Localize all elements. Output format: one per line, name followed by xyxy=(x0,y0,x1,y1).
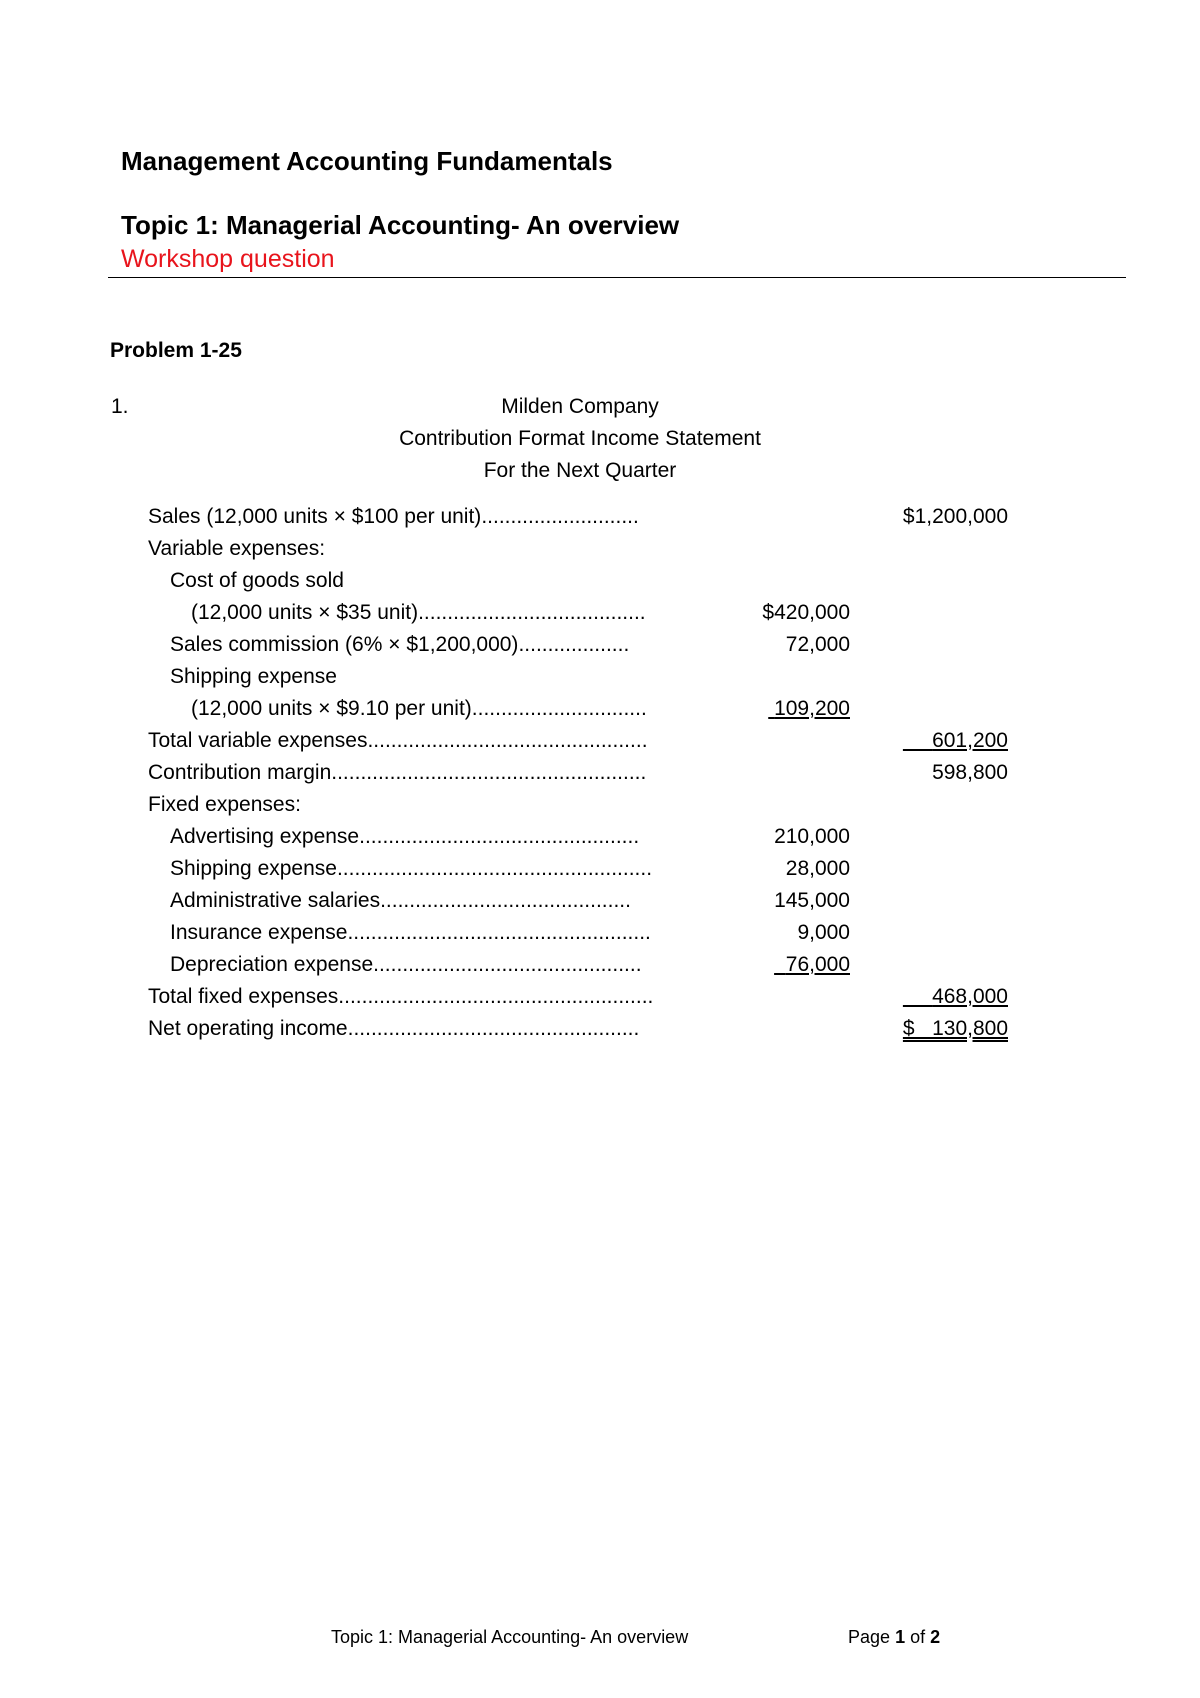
row-label: Advertising expense................................................ xyxy=(170,825,640,848)
statement-row-total-variable xyxy=(0,729,1200,761)
row-detail-value: 9,000 xyxy=(797,921,850,944)
statement-period: For the Next Quarter xyxy=(483,459,677,482)
statement-row-shipping-fixed xyxy=(0,857,1200,889)
row-label: Cost of goods sold xyxy=(170,569,344,592)
statement-row-advertising xyxy=(0,825,1200,857)
statement-row-insurance xyxy=(0,921,1200,953)
row-label: Total variable expenses................................................ xyxy=(148,729,648,752)
row-label: Sales commission (6% × $1,200,000)................... xyxy=(170,633,630,656)
row-label: Variable expenses: xyxy=(148,537,326,560)
footer-page-number: Page 1 of 2 xyxy=(848,1627,941,1647)
row-detail-value: 109,200 xyxy=(774,697,850,720)
part-number: 1. xyxy=(111,395,129,418)
row-detail-value: 210,000 xyxy=(774,825,850,848)
course-title: Management Accounting Fundamentals xyxy=(121,146,613,176)
statement-row-depreciation xyxy=(0,953,1200,985)
company-name: Milden Company xyxy=(501,395,659,418)
statement-title: Contribution Format Income Statement xyxy=(399,427,761,450)
statement-row-commission xyxy=(0,633,1200,665)
statement-row-cogs xyxy=(0,569,1200,601)
row-total-value: 468,000 xyxy=(932,985,1008,1008)
row-label: Contribution margin...................................................... xyxy=(148,761,647,784)
statement-row-variable-header xyxy=(0,537,1200,569)
footer-topic: Topic 1: Managerial Accounting- An overview xyxy=(331,1627,689,1647)
row-total-value: $1,200,000 xyxy=(902,505,1008,528)
row-total-value: 601,200 xyxy=(932,729,1008,752)
row-label: Administrative salaries........................................... xyxy=(170,889,631,912)
workshop-subtitle: Workshop question xyxy=(121,245,335,273)
statement-row-total-fixed xyxy=(0,985,1200,1017)
row-total-value: 598,800 xyxy=(932,761,1008,784)
header-divider xyxy=(108,277,1126,278)
statement-row-admin-salaries xyxy=(0,889,1200,921)
row-label: Total fixed expenses...................................................... xyxy=(148,985,654,1008)
problem-label: Problem 1-25 xyxy=(110,339,242,362)
statement-row-cogs-detail xyxy=(0,601,1200,633)
row-detail-value: 72,000 xyxy=(785,633,850,656)
statement-row-contribution-margin xyxy=(0,761,1200,793)
row-detail-value: 145,000 xyxy=(774,889,850,912)
row-label: (12,000 units × $9.10 per unit).............................. xyxy=(191,697,647,720)
row-label: Net operating income.................................................. xyxy=(148,1017,640,1040)
row-detail-value: $420,000 xyxy=(762,601,850,624)
row-label: Fixed expenses: xyxy=(148,793,301,816)
row-label: Depreciation expense.............................................. xyxy=(170,953,642,976)
statement-row-shipping-detail xyxy=(0,697,1200,729)
statement-row-shipping-variable xyxy=(0,665,1200,697)
row-detail-value: 76,000 xyxy=(785,953,850,976)
row-label: Sales (12,000 units × $100 per unit)........................... xyxy=(148,505,639,528)
topic-title: Topic 1: Managerial Accounting- An overview xyxy=(121,210,680,240)
statement-row-fixed-header xyxy=(0,793,1200,825)
row-total-value: $ 130,800 xyxy=(902,1017,1008,1040)
row-label: Insurance expense.................................................... xyxy=(170,921,651,944)
statement-row-net-operating-income xyxy=(0,1017,1200,1049)
row-label: Shipping expense xyxy=(170,665,337,688)
row-label: (12,000 units × $35 unit)....................................... xyxy=(191,601,646,624)
row-label: Shipping expense...................................................... xyxy=(170,857,653,880)
statement-row-sales xyxy=(0,505,1200,537)
row-detail-value: 28,000 xyxy=(785,857,850,880)
